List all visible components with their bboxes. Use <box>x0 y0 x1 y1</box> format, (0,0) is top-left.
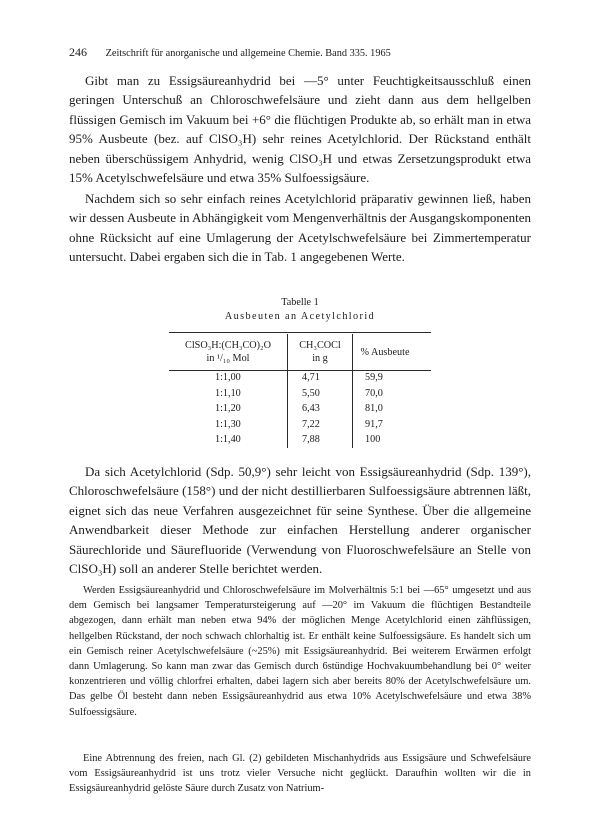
cell-ratio: 1:1,10 <box>215 387 241 399</box>
cell-mass: 4,71 <box>288 370 353 386</box>
cell-mass: 5,50 <box>288 386 353 402</box>
yield-table <box>169 334 417 448</box>
header-molar-ratio-line1: ClSO₃H:(CH₃CO)₂O <box>185 340 271 351</box>
note-mixed-anhydride-separation: Eine Abtrennung des freien, nach Gl. (2) gebildeten Mischanhydrids aus Essigsäure und Schwefelsäure vom Essigsäureanhydrid ist uns trotz vieler Versuche nicht geglückt. Daraufhin wollten wir die in Essigsäureanhydrid gelöste Säure durch Zusatz von Natrium- <box>69 753 531 795</box>
cell-ratio: 1:1,00 <box>215 372 241 383</box>
cell-ratio: 1:1,20 <box>215 403 241 415</box>
cell-mass: 7,88 <box>288 432 353 448</box>
cell-yield: 100 <box>365 434 381 446</box>
cell-yield: 91,7 <box>365 418 383 430</box>
header-molar-ratio <box>169 334 288 370</box>
table-caption: Ausbeuten an Acetylchlorid <box>224 311 376 322</box>
header-acetyl-chloride-mass <box>288 334 353 370</box>
paragraph-acetyl-chloride-preparation: Gibt man zu Essigsäureanhydrid bei —5° unter Feuchtigkeitsausschluß einen geringen Unterschuß an Chloroschwefelsäure und zieht dann aus dem hellgelben flüssigen Gemisch im Vakuum bei +6° die flüchtigen Produkte ab, so erhält man in etwa 95% Ausbeute (bez. auf ClSO₃H) sehr reines Acetylchlorid. Der Rückstand enthält neben überschüssigem Anhydrid, wenig ClSO₃H und etwas Zersetzungsprodukt etwa 15% Acetylschwefelsäure und etwa 35% Sulfoessigsäure. <box>69 73 531 186</box>
header-mass-line2: in g <box>312 353 328 364</box>
cell-mass: 7,22 <box>288 417 353 433</box>
paragraph-separation-synthesis: Da sich Acetylchlorid (Sdp. 50,9°) sehr leicht von Essigsäureanhydrid (Sdp. 139°), Chloroschwefelsäure (158°) und der nicht destillierbaren Sulfoessigsäure abtrennen läßt, eignet sich das neue Verfahren ausgezeichnet für seine Synthese. Über die allgemeine Anwendbarkeit dieser Methode zur einfachen Herstellung anderer organischer Säurechloride und Säurefluoride (Verwendung von Fluoroschwefelsäure an Stelle von ClSO₃H) soll an anderer Stelle berichtet werden. <box>69 464 531 577</box>
running-header <box>69 45 531 60</box>
cell-yield: 81,0 <box>365 403 383 415</box>
running-title: Zeitschrift für anorganische und allgemeine Chemie. Band 335. 1965 <box>105 48 391 59</box>
header-molar-ratio-line2: in ¹/₁₀ Mol <box>206 353 250 364</box>
cell-ratio: 1:1,30 <box>215 418 241 430</box>
cell-mass: 6,43 <box>288 401 353 417</box>
table-row <box>169 386 417 402</box>
table-top-rule <box>169 332 431 333</box>
paragraph-yield-study: Nachdem sich so sehr einfach reines Acetylchlorid präparativ gewinnen ließ, haben wir dessen Ausbeute in Abhängigkeit vom Mengenverhältnis der Ausgangskomponenten ohne Rücksicht auf eine Umlagerung der Acetylschwefelsäure bei Zimmertemperatur untersucht. Dabei ergaben sich die in Tab. 1 angegebenen Werte. <box>69 191 531 265</box>
table-row <box>169 401 417 417</box>
table-number: Tabelle 1 <box>281 297 319 308</box>
table-row <box>169 370 417 386</box>
header-mass-line1: CH₃COCl <box>299 340 341 351</box>
note-low-temperature-reaction: Werden Essigsäureanhydrid und Chloroschwefelsäure im Molverhältnis 5:1 bei —65° umgesetzt und aus dem Gemisch bei langsamer Temperatursteigerung auf —20° im Vakuum die flüchtigen Bestandteile abgezogen, dann erhält man neben etwa 94% der möglichen Menge Acetylchlorid einen zähflüssigen, hellgelben Rückstand, der noch schwach chlorhaltig ist. Er enthält keine Sulfoessigsäure. Es handelt sich um ein Gemisch reiner Acetylschwefelsäure (~25%) mit Essigsäureanhydrid. Bei weiterem Erwärmen erfolgt dann Umlagerung. So kann man zwar das Gemisch durch 6stündige Hochvakuumbehandlung bei 0° weiter konzentrieren und völlig chlorfrei erhalten, dabei lagern sich aber bereits 80% der Acetylschwefelsäure um. Das gelbe Öl besteht dann neben Essigsäureanhydrid aus etwa 10% Acetylschwefelsäure und etwa 38% Sulfoessigsäure. <box>69 585 531 718</box>
header-yield-percent: % Ausbeute <box>360 346 410 358</box>
table-row <box>169 432 417 448</box>
cell-yield: 59,9 <box>365 372 383 383</box>
cell-yield: 70,0 <box>365 387 383 399</box>
table-header-row <box>169 334 417 370</box>
table-row <box>169 417 417 433</box>
page-number: 246 <box>69 45 87 59</box>
cell-ratio: 1:1,40 <box>215 434 241 446</box>
